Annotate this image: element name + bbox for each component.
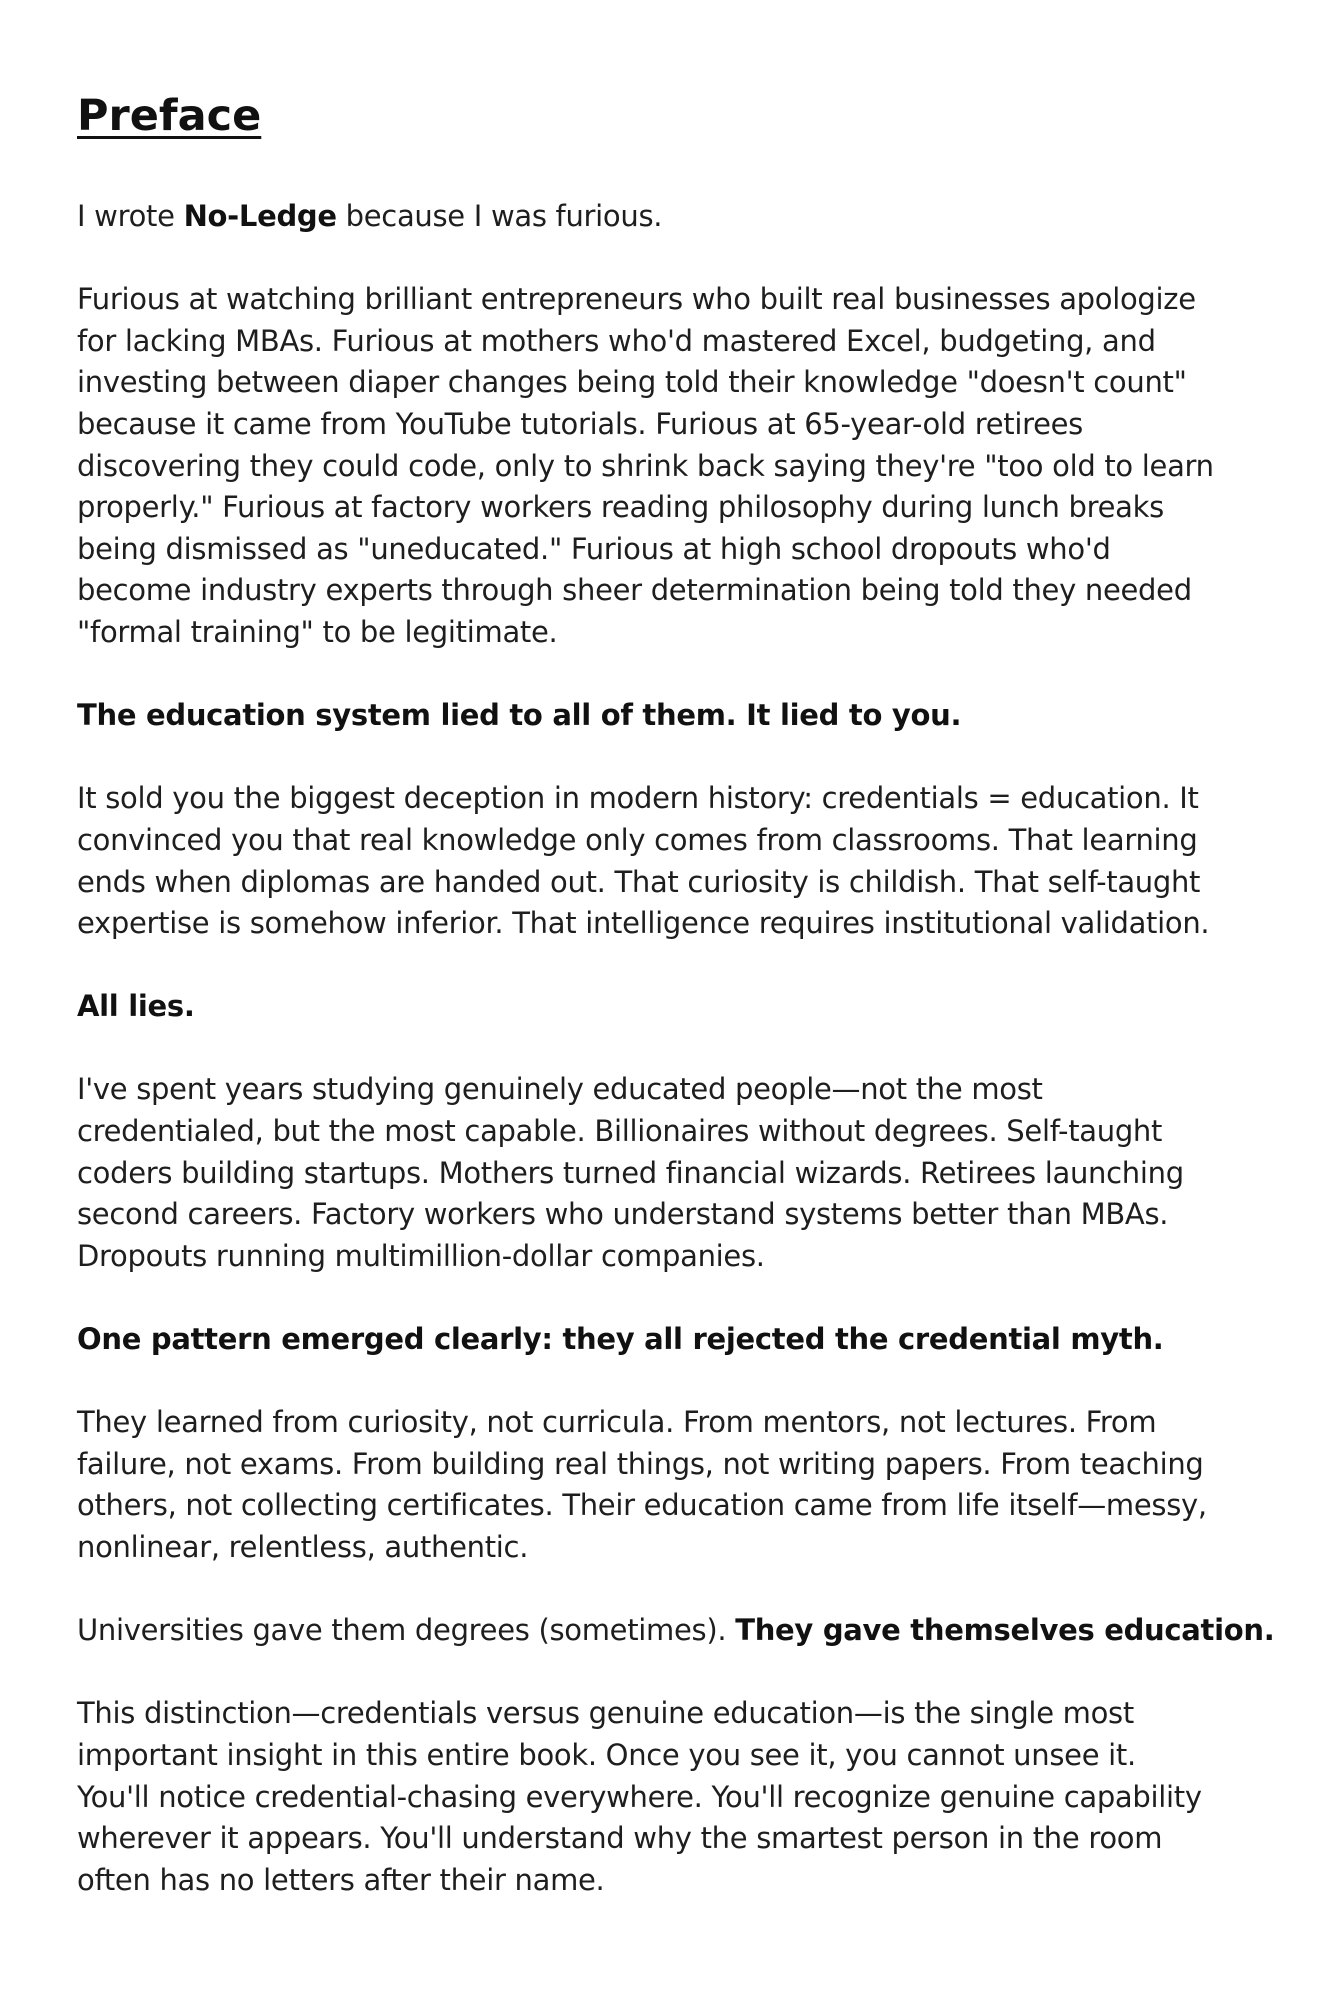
book-title-bold: No-Ledge — [183, 199, 337, 233]
paragraph-all-lies: All lies. — [77, 989, 195, 1024]
text-line: being dismissed as "uneducated." Furious at high school dropouts who'd — [77, 531, 1111, 566]
text-line: because it came from YouTube tutorials. Furious at 65-year-old retirees — [77, 406, 1083, 441]
universities-text: Universities gave them degrees (sometimes). — [77, 1613, 736, 1648]
text-line: ends when diplomas are handed out. That curiosity is childish. That self-taught — [77, 864, 1201, 899]
text-line: failure, not exams. From building real things, not writing papers. From teaching — [77, 1446, 1204, 1481]
text-line: Furious at watching brilliant entrepreneurs who built real businesses apologize — [77, 282, 1196, 317]
text-line: discovering they could code, only to shrink back saying they're "too old to learn — [77, 448, 1214, 483]
text-line: coders building startups. Mothers turned financial wizards. Retirees launching — [77, 1155, 1184, 1190]
paragraph-distinction — [77, 1693, 1277, 1901]
paragraph-furious — [77, 279, 1277, 653]
paragraph-studying — [77, 1069, 1277, 1277]
text-line: important insight in this entire book. Once you see it, you cannot unsee it. — [77, 1737, 1136, 1772]
text-line: investing between diaper changes being told their knowledge "doesn't count" — [77, 365, 1187, 400]
text-line: You'll notice credential-chasing everywhere. You'll recognize genuine capability — [77, 1779, 1202, 1814]
text-line: become industry experts through sheer determination being told they needed — [77, 573, 1192, 608]
text-line: It sold you the biggest deception in modern history: credentials = education. It — [77, 781, 1199, 816]
paragraph-learned — [77, 1402, 1277, 1568]
paragraph-universities — [77, 1610, 1277, 1652]
document-body — [77, 196, 1277, 1901]
text-line: credentialed, but the most capable. Billionaires without degrees. Self-taught — [77, 1114, 1163, 1149]
paragraph-deception — [77, 778, 1277, 944]
text-line: Dropouts running multimillion-dollar companies. — [77, 1238, 765, 1273]
text-line: expertise is somehow inferior. That intelligence requires institutional validation. — [77, 906, 1210, 941]
document-page — [77, 88, 1277, 1943]
text-line: wherever it appears. You'll understand why the smartest person in the room — [77, 1821, 1163, 1856]
paragraph-intro — [77, 196, 1277, 238]
text-line: for lacking MBAs. Furious at mothers who'd mastered Excel, budgeting, and — [77, 323, 1156, 358]
self-education-bold: They gave themselves education. — [735, 1613, 1275, 1648]
paragraph-pattern: One pattern emerged clearly: they all rejected the credential myth. — [77, 1322, 1164, 1357]
paragraph-bold-statement: The education system lied to all of them. It lied to you. — [77, 698, 962, 733]
text-line: properly." Furious at factory workers reading philosophy during lunch breaks — [77, 490, 1164, 525]
intro-text-after: because I was furious. — [336, 199, 663, 233]
text-line: "formal training" to be legitimate. — [77, 614, 558, 649]
text-line: often has no letters after their name. — [77, 1862, 605, 1897]
text-line: nonlinear, relentless, authentic. — [77, 1530, 529, 1564]
intro-text-before: I wrote — [77, 199, 184, 233]
text-line: They learned from curiosity, not curricula. From mentors, not lectures. From — [77, 1405, 1157, 1440]
text-line: I've spent years studying genuinely educated people—not the most — [77, 1072, 1043, 1107]
page-title: Preface — [77, 91, 262, 141]
text-line: convinced you that real knowledge only comes from classrooms. That learning — [77, 822, 1198, 857]
text-line: second careers. Factory workers who understand systems better than MBAs. — [77, 1197, 1169, 1232]
text-line: others, not collecting certificates. Their education came from life itself—messy, — [77, 1488, 1207, 1523]
text-line: This distinction—credentials versus genuine education—is the single most — [77, 1696, 1134, 1731]
